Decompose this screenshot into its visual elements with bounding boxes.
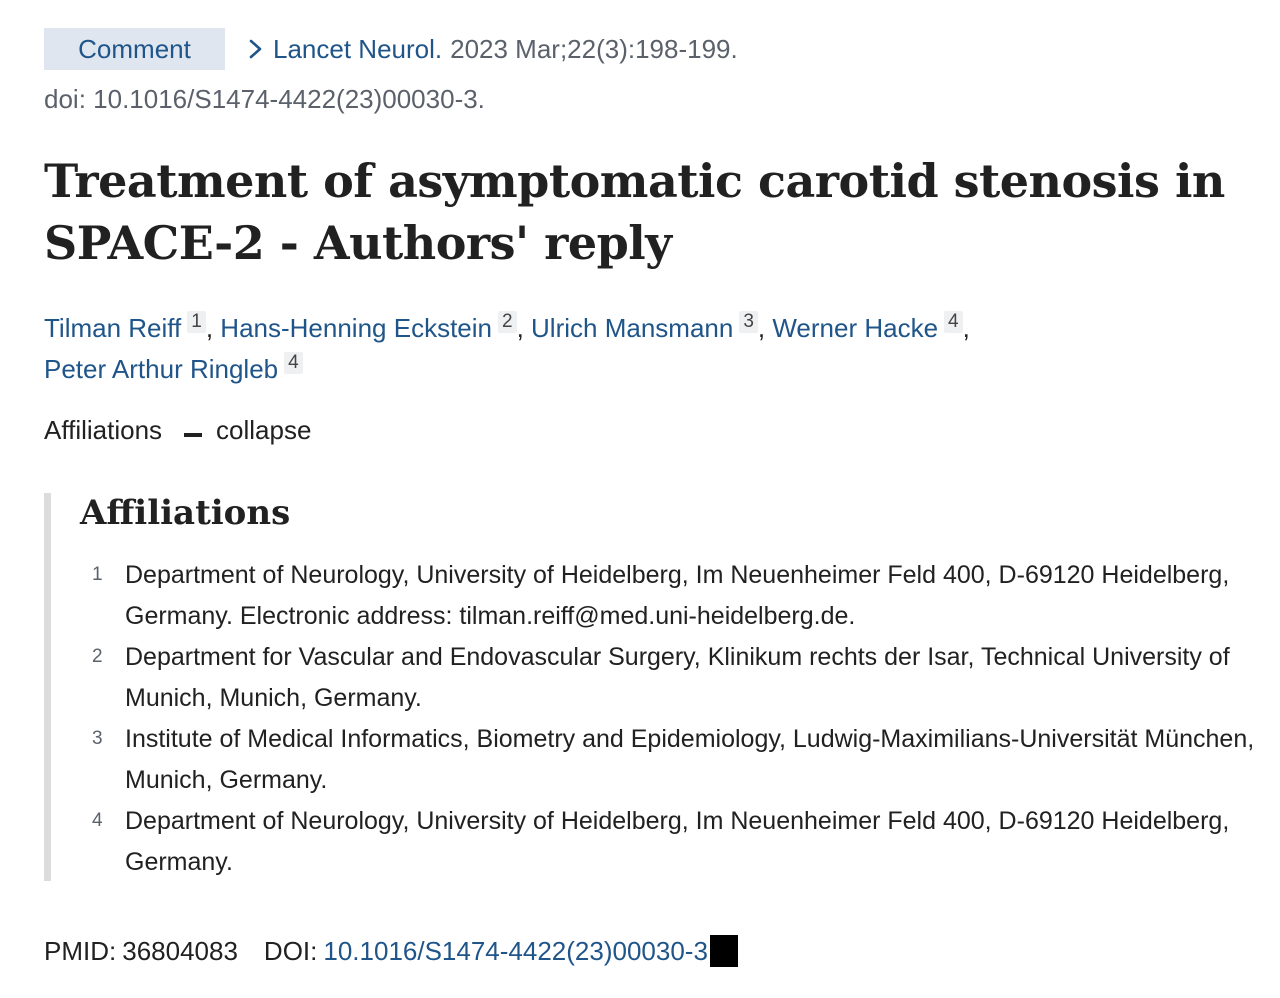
affiliation-text: Department of Neurology, University of Heidelberg, Im Neuenheimer Feld 400, D-69120 Heidelberg, Germany. Electronic address: tilman.reiff@med.uni-heidelberg.de. bbox=[125, 561, 1230, 630]
affiliation-number: 4 bbox=[92, 810, 103, 831]
author-affiliation-ref[interactable]: 4 bbox=[284, 352, 303, 374]
affiliations-divider bbox=[44, 493, 51, 881]
affiliation-number: 3 bbox=[92, 728, 103, 749]
author-link[interactable]: Peter Arthur Ringleb bbox=[44, 354, 279, 384]
author-link[interactable]: Werner Hacke bbox=[772, 313, 939, 343]
collapse-button[interactable]: collapse bbox=[216, 415, 312, 445]
page-title: Treatment of asymptomatic carotid stenosis in SPACE-2 - Authors' reply bbox=[44, 154, 1225, 270]
author-affiliation-ref[interactable]: 1 bbox=[187, 311, 206, 333]
affiliation-text: Department for Vascular and Endovascular Surgery, Klinikum rechts der Isar, Technical University of Munich, Munich, Germany. bbox=[125, 643, 1230, 712]
affiliations-list bbox=[80, 555, 1260, 883]
affiliation-text: Institute of Medical Informatics, Biometry and Epidemiology, Ludwig-Maximilians-Universität München, Munich, Germany. bbox=[125, 725, 1255, 794]
minus-icon bbox=[184, 433, 202, 437]
author-affiliation-ref[interactable]: 4 bbox=[944, 311, 963, 333]
citation-doi: doi: 10.1016/S1474-4422(23)00030-3. bbox=[44, 84, 485, 114]
cursor-block-icon bbox=[710, 935, 738, 967]
affiliation-item bbox=[80, 637, 1260, 718]
author-link[interactable]: Hans-Henning Eckstein bbox=[220, 313, 492, 343]
pmid-value: 36804083 bbox=[122, 935, 238, 966]
pmid-label: PMID: bbox=[44, 935, 117, 966]
affiliation-number: 2 bbox=[92, 646, 103, 667]
affiliations-toggle-label: Affiliations bbox=[44, 415, 163, 445]
affiliations-toggle[interactable] bbox=[44, 415, 311, 446]
author-link[interactable]: Ulrich Mansmann bbox=[531, 313, 734, 343]
citation-row bbox=[44, 28, 738, 70]
affiliation-item bbox=[80, 801, 1260, 882]
citation-details: 2023 Mar;22(3):198-199. bbox=[450, 33, 738, 64]
affiliations-heading: Affiliations bbox=[80, 493, 291, 533]
affiliations-panel bbox=[44, 493, 1260, 881]
authors-list: Tilman Reiff 1 , Hans-Henning Eckstein 2 , Ulrich Mansmann 3 , Werner Hacke 4 , Peter Arthur Ringleb 4 bbox=[44, 311, 970, 384]
author-affiliation-ref[interactable]: 3 bbox=[739, 311, 758, 333]
affiliation-text: Department of Neurology, University of Heidelberg, Im Neuenheimer Feld 400, D-69120 Heidelberg, Germany. bbox=[125, 807, 1230, 876]
doi-label: DOI: bbox=[263, 935, 318, 966]
identifiers-row bbox=[44, 935, 738, 967]
chevron-right-icon bbox=[245, 37, 267, 61]
affiliation-number: 1 bbox=[92, 564, 103, 585]
author-link[interactable]: Tilman Reiff bbox=[44, 313, 182, 343]
doi-link[interactable]: 10.1016/S1474-4422(23)00030-3 bbox=[323, 935, 708, 966]
affiliation-item bbox=[80, 555, 1260, 636]
comment-badge[interactable]: Comment bbox=[44, 28, 225, 70]
author-affiliation-ref[interactable]: 2 bbox=[498, 311, 517, 333]
affiliation-item bbox=[80, 719, 1260, 800]
journal-link[interactable]: Lancet Neurol. bbox=[273, 33, 443, 64]
